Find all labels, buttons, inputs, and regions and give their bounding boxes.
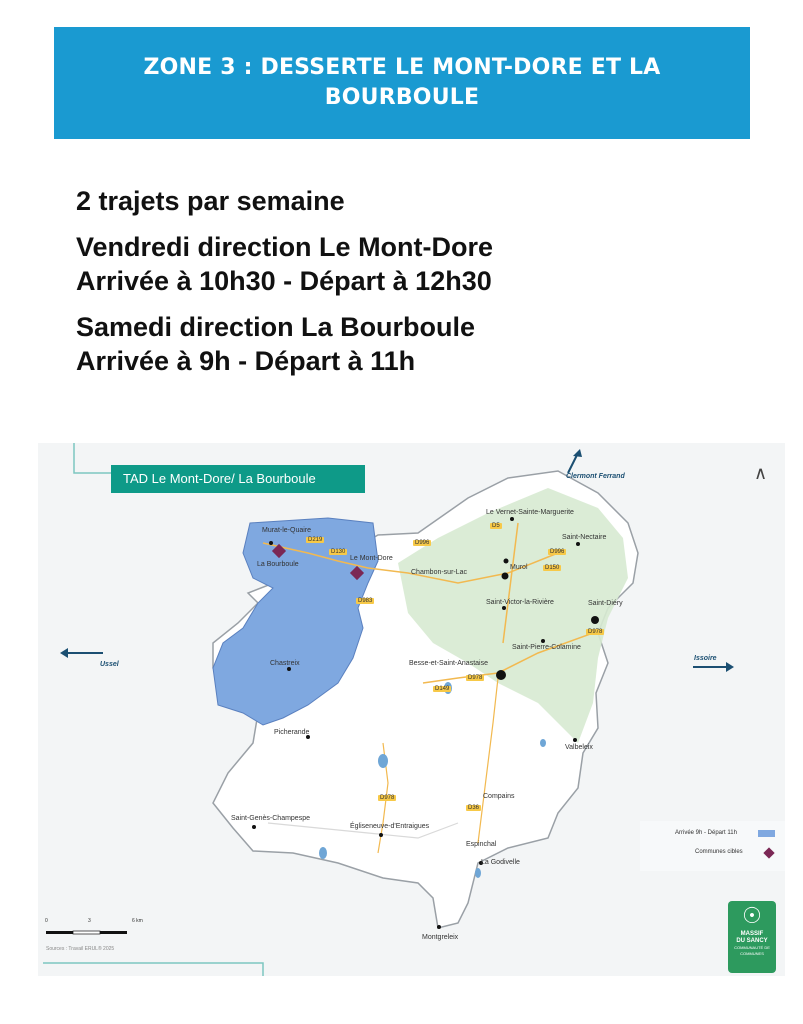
place-le-vernet: Le Vernet-Sainte-Marguerite	[486, 509, 574, 516]
scale-mid: 3	[88, 918, 91, 924]
logo-line3: COMMUNAUTÉ DE COMMUNES	[734, 945, 770, 956]
place-chambon-sur-lac: Chambon-sur-Lac	[411, 569, 468, 576]
place-saint-pierre-colamine: Saint-Pierre-Colamine	[512, 644, 581, 651]
place-chastreix: Chastreix	[270, 660, 300, 667]
road-d996b: D996	[550, 549, 565, 555]
map-sources: Sources : Travail ERUL® 2025	[46, 946, 115, 952]
saturday-times: Arrivée à 9h - Départ à 11h	[76, 346, 416, 376]
road-d149: D149	[435, 686, 450, 692]
place-saint-genes: Saint-Genès-Champespe	[231, 815, 310, 822]
place-besse: Besse-et-Saint-Anastaise	[409, 660, 488, 667]
road-d983: D983	[358, 598, 373, 604]
place-murol: Murol	[510, 564, 528, 571]
banner-title-line2: BOURBOULE	[324, 85, 480, 110]
road-d5: D5	[492, 523, 500, 529]
direction-clermont: Clermont Ferrand	[566, 473, 625, 480]
place-compains: Compains	[483, 793, 515, 800]
massif-du-sancy-logo	[728, 901, 776, 973]
road-d978c: D978	[380, 795, 395, 801]
logo-line2: DU SANCY	[736, 938, 768, 944]
place-la-godivelle: La Godivelle	[481, 859, 520, 866]
friday-direction: Vendredi direction Le Mont-Dore	[76, 232, 494, 262]
place-valbeleix: Valbeleix	[565, 744, 593, 751]
zone-map	[38, 443, 785, 976]
place-espinchal: Espinchal	[466, 841, 497, 848]
direction-issoire: Issoire	[694, 655, 717, 662]
trips-per-week: 2 trajets par semaine	[76, 186, 345, 216]
banner-title-line1: ZONE 3 : DESSERTE LE MONT-DORE ET LA	[143, 55, 661, 80]
legend-communes-label: Communes cibles	[695, 849, 743, 855]
place-saint-nectaire: Saint-Nectaire	[562, 534, 607, 541]
road-d978: D978	[588, 629, 603, 635]
direction-ussel: Ussel	[100, 661, 119, 668]
road-d36: D36	[468, 805, 480, 811]
road-d150: D150	[545, 565, 560, 571]
scale-zero: 0	[45, 918, 48, 924]
legend-zone-swatch	[758, 830, 775, 837]
north-arrow-icon: ∧	[754, 463, 768, 483]
schedule-info	[76, 184, 493, 378]
place-saint-diery: Saint-Diéry	[588, 600, 623, 607]
header-banner	[54, 27, 750, 139]
road-d219: D219	[308, 537, 323, 543]
scale-end: 6 km	[132, 918, 143, 924]
road-d996: D996	[415, 540, 430, 546]
place-saint-victor: Saint-Victor-la-Rivière	[486, 599, 554, 606]
legend-zone-label: Arrivée 9h - Départ 11h	[675, 830, 737, 836]
place-murat-le-quaire: Murat-le-Quaire	[262, 527, 312, 534]
saturday-direction: Samedi direction La Bourboule	[76, 312, 476, 342]
map-title: TAD Le Mont-Dore/ La Bourboule	[111, 465, 365, 493]
spiral-icon: ☉	[742, 903, 762, 928]
friday-times: Arrivée à 10h30 - Départ à 12h30	[76, 266, 492, 296]
place-picherande: Picherande	[274, 729, 310, 736]
map-graphic	[38, 443, 785, 976]
place-la-bourboule: La Bourboule	[257, 561, 299, 568]
place-egliseneuve: Égliseneuve-d'Entraigues	[350, 823, 430, 830]
logo-line1: MASSIF	[740, 931, 764, 937]
place-montgreleix: Montgreleix	[422, 934, 459, 941]
road-d130: D130	[331, 549, 346, 555]
road-d978b: D978	[468, 675, 483, 681]
place-le-mont-dore: Le Mont-Dore	[350, 555, 393, 562]
